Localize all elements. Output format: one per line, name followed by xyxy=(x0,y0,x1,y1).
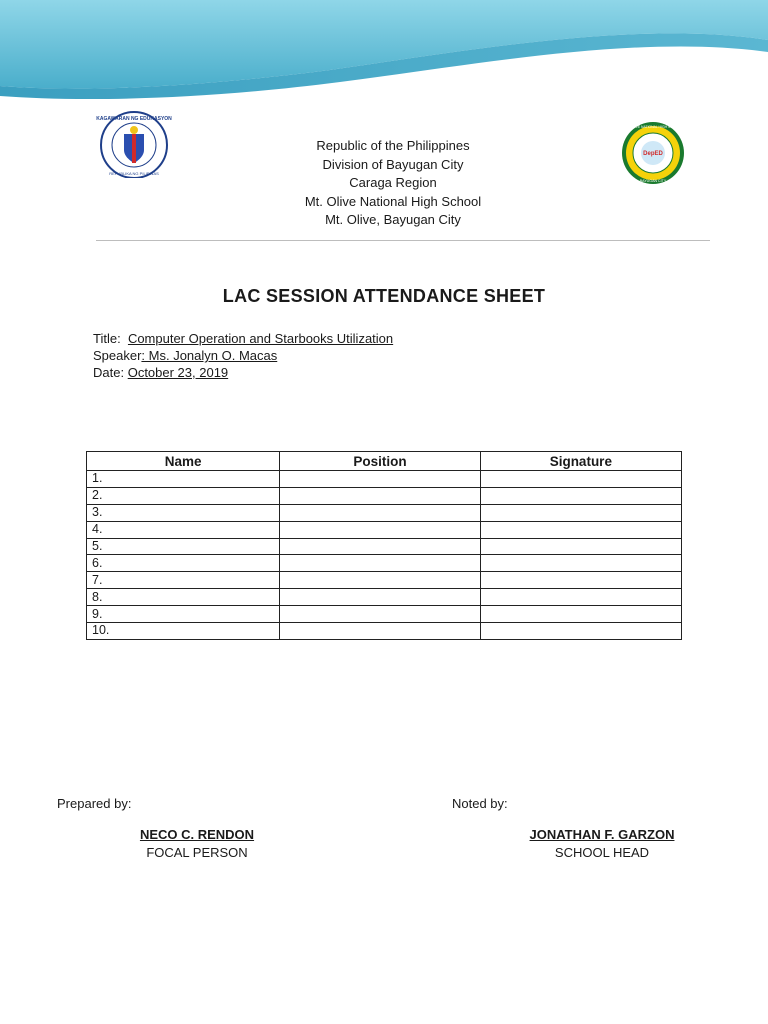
table-row xyxy=(87,471,682,488)
table-row xyxy=(87,589,682,606)
date-value: October 23, 2019 xyxy=(127,365,229,380)
attendance-table xyxy=(86,451,682,640)
signature-cell xyxy=(480,589,681,606)
speaker-label: Speaker xyxy=(93,348,142,363)
table-header-row xyxy=(87,452,682,471)
noted-by-role: SCHOOL HEAD xyxy=(554,845,650,860)
position-cell xyxy=(280,487,480,504)
deped-seal-icon xyxy=(94,108,174,178)
position-cell xyxy=(280,606,480,623)
header-line-region: Caraga Region xyxy=(349,175,437,190)
row-number: 9. xyxy=(87,606,280,623)
date-row xyxy=(93,364,393,381)
letterhead xyxy=(200,137,586,230)
row-number: 3. xyxy=(87,504,280,521)
row-number: 8. xyxy=(87,589,280,606)
title-label: Title: xyxy=(93,331,121,346)
signature-cell xyxy=(480,504,681,521)
position-cell xyxy=(280,504,480,521)
position-cell xyxy=(280,623,480,640)
title-row xyxy=(93,330,393,347)
speaker-row xyxy=(93,347,393,364)
prepared-by-label: Prepared by: xyxy=(57,796,132,811)
table-row xyxy=(87,504,682,521)
page-title: LAC SESSION ATTENDANCE SHEET xyxy=(222,286,546,306)
deped-ring-top-text: KAGAWARAN NG EDUKASYON xyxy=(96,116,172,122)
row-number: 2. xyxy=(87,487,280,504)
row-number: 10. xyxy=(87,623,280,640)
school-seal-icon xyxy=(610,120,696,186)
signature-cell xyxy=(480,572,681,589)
table-row xyxy=(87,555,682,572)
position-cell xyxy=(280,521,480,538)
signature-cell xyxy=(480,471,681,488)
position-cell xyxy=(280,471,480,488)
row-number: 7. xyxy=(87,572,280,589)
school-seal-center-text: DepED xyxy=(643,151,663,157)
title-value: Computer Operation and Starbooks Utilization xyxy=(127,331,394,346)
table-row xyxy=(87,487,682,504)
noted-by-label: Noted by: xyxy=(452,796,508,811)
header-line-division: Division of Bayugan City xyxy=(322,156,464,172)
table-row xyxy=(87,572,682,589)
signature-cell xyxy=(480,538,681,555)
column-header-signature: Signature xyxy=(480,452,681,471)
position-cell xyxy=(280,572,480,589)
signature-cell xyxy=(480,623,681,640)
header-line-school: Mt. Olive National High School xyxy=(304,193,482,209)
row-number: 1. xyxy=(87,471,280,488)
prepared-by-role: FOCAL PERSON xyxy=(146,845,248,860)
noted-by-name: JONATHAN F. GARZON xyxy=(529,827,675,842)
session-details xyxy=(93,330,393,381)
speaker-value: : Ms. Jonalyn O. Macas xyxy=(141,348,278,363)
position-cell xyxy=(280,589,480,606)
column-header-name: Name xyxy=(87,452,280,471)
row-number: 6. xyxy=(87,555,280,572)
table-row xyxy=(87,521,682,538)
school-ring-bottom-text: BAYUGAN CITY xyxy=(639,179,667,183)
position-cell xyxy=(280,538,480,555)
signature-cell xyxy=(480,487,681,504)
table-row xyxy=(87,606,682,623)
prepared-by-name: NECO C. RENDON xyxy=(139,827,255,842)
table-row xyxy=(87,623,682,640)
date-label: Date: xyxy=(93,365,125,380)
signature-cell xyxy=(480,555,681,572)
row-number: 5. xyxy=(87,538,280,555)
column-header-position: Position xyxy=(280,452,480,471)
signature-cell xyxy=(480,521,681,538)
header-line-address: Mt. Olive, Bayugan City xyxy=(325,212,461,227)
position-cell xyxy=(280,555,480,572)
row-number: 4. xyxy=(87,521,280,538)
signature-cell xyxy=(480,606,681,623)
header-divider xyxy=(96,240,710,241)
table-row xyxy=(87,538,682,555)
header-line-republic: Republic of the Philippines xyxy=(316,138,470,153)
deped-ring-bottom-text: REPUBLIKA NG PILIPINAS xyxy=(109,171,159,176)
school-ring-top-text: MT. OLIVE NATIONAL HIGH SCHOOL xyxy=(623,125,683,129)
